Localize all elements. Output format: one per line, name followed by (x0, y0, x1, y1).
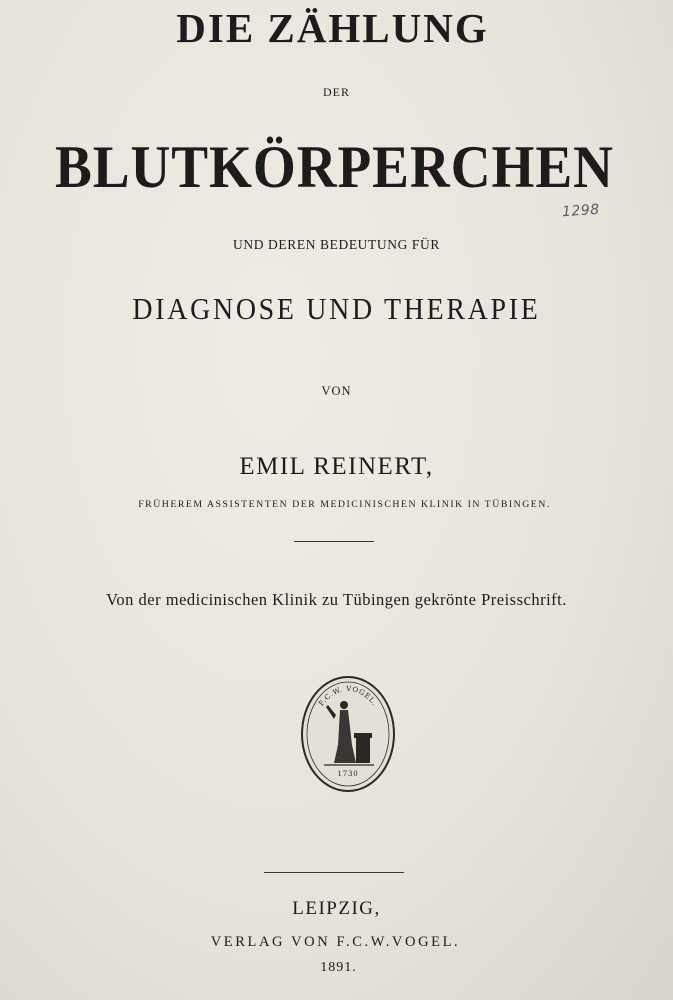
publisher-seal-icon (300, 675, 396, 793)
bottom-divider-rule (264, 872, 404, 873)
title-line-2: DER (323, 85, 350, 99)
prize-note: Von der medicinischen Klinik zu Tübingen gekrönte Preisschrift. (106, 590, 567, 609)
imprint-year: 1891. (320, 960, 357, 975)
by-label: VON (321, 384, 352, 398)
seal-year: 1730 (337, 770, 359, 778)
main-title: BLUTKÖRPERCHEN (55, 134, 614, 200)
imprint-publisher: VERLAG VON F.C.W.VOGEL. (210, 934, 461, 950)
handwritten-note: 1298 (561, 201, 601, 221)
imprint-place: LEIPZIG, (292, 898, 381, 919)
author-name: EMIL REINERT, (239, 453, 434, 480)
author-affiliation: FRÜHEREM ASSISTENTEN DER MEDICINISCHEN KLINIK IN TÜBINGEN. (138, 499, 551, 510)
divider-rule (294, 541, 374, 542)
seal-arc-text: F.C.W. VOGEL. (317, 684, 379, 708)
subtitle-line-1: UND DEREN BEDEUTUNG FÜR (233, 237, 440, 252)
subtitle-line-2: DIAGNOSE UND THERAPIE (132, 291, 541, 326)
title-line-1: DIE ZÄHLUNG (176, 5, 489, 51)
